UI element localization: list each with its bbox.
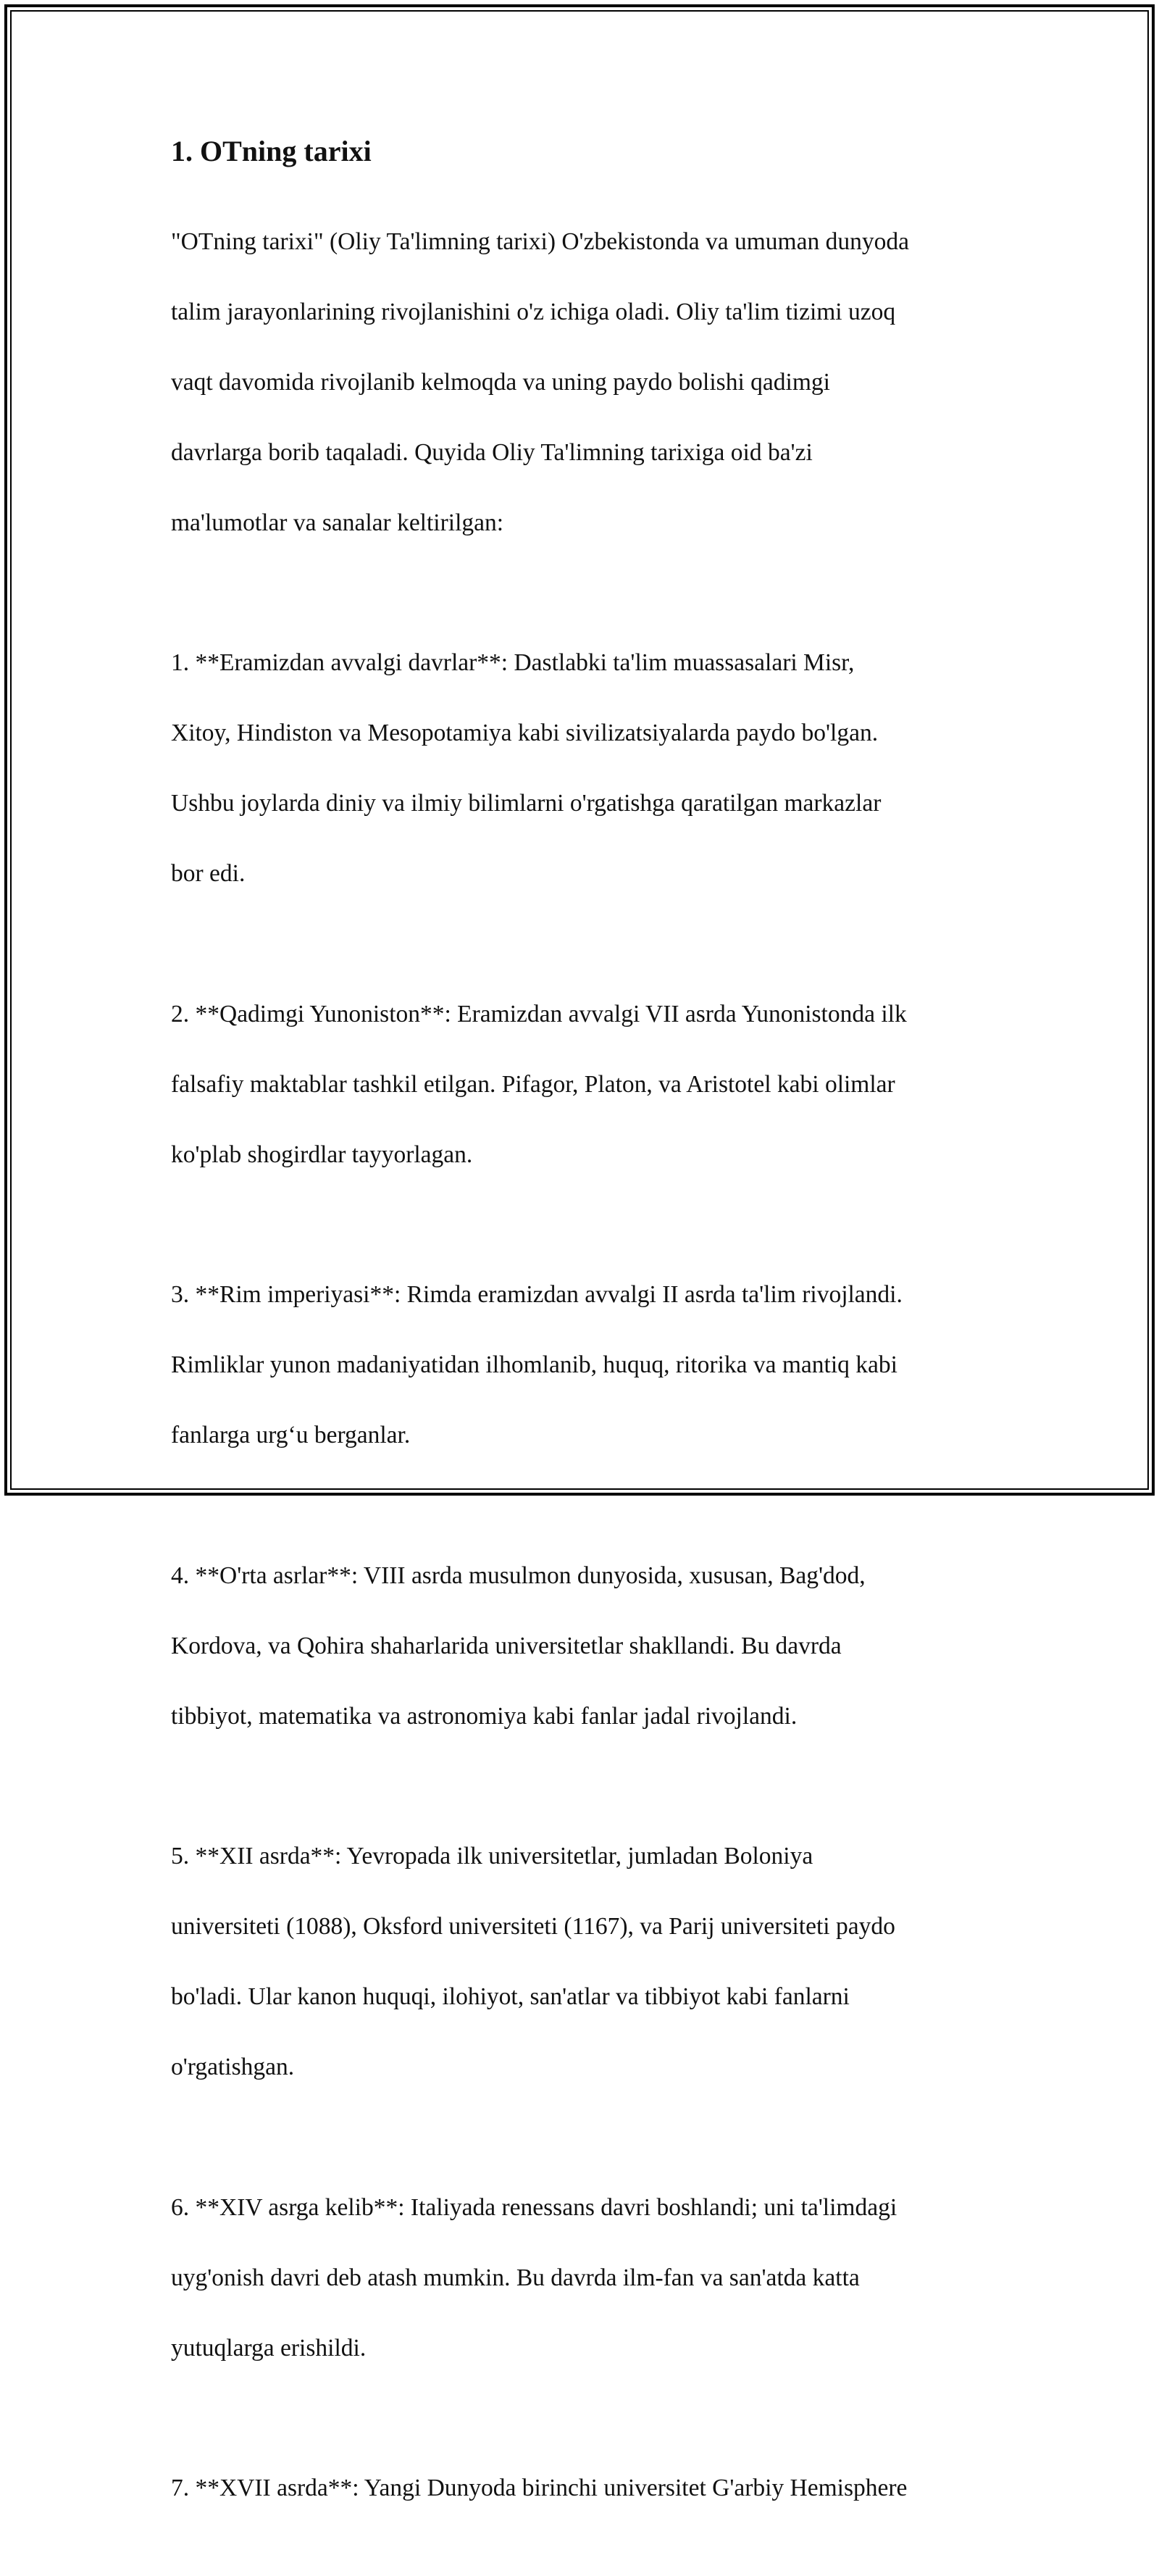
list-item-line: uyg'onish davri deb atash mumkin. Bu davrda ilm-fan va san'atda katta [171,2264,860,2291]
document-body [171,134,997,2576]
intro-paragraph [171,189,997,576]
list-item [171,2436,997,2542]
list-item [171,1523,997,1770]
intro-line: "OTning tarixi" (Oliy Ta'limning tarixi) O'zbekistonda va umuman dunyoda [171,228,909,255]
list-item-line: bo'ladi. Ular kanon huquqi, ilohiyot, san'atlar va tibbiyot kabi fanlarni [171,1983,850,2010]
list-item-line: tibbiyot, matematika va astronomiya kabi fanlar jadal rivojlandi. [171,1702,798,1730]
list-item-line: Rimliklar yunon madaniyatidan ilhomlanib, huquq, ritorika va mantiq kabi [171,1351,898,1378]
list-item [171,1804,997,2121]
list-item-line: o'rgatishgan. [171,2054,295,2080]
list-item-line: 7. **XVII asrda**: Yangi Dunyoda birinchi universitet G'arbiy Hemisphere [171,2475,908,2501]
document-title: 1. OTning tarixi [171,135,372,167]
list-item-line: 5. **XII asrda**: Yevropada ilk universitetlar, jumladan Boloniya [171,1843,813,1870]
intro-line: ma'lumotlar va sanalar keltirilgan: [171,509,504,536]
list-item-line: 3. **Rim imperiyasi**: Rimda eramizdan avvalgi II asrda ta'lim rivojlandi. [171,1281,903,1308]
intro-line: davrlarga borib taqaladi. Quyida Oliy Ta'limning tarixiga oid ba'zi [171,438,813,466]
list-item [171,611,997,928]
list-item-line: fanlarga urg‘u berganlar. [171,1422,411,1449]
list-item-line: Xitoy, Hindiston va Mesopotamiya kabi sivilizatsiyalarda paydo bo'lgan. [171,720,879,746]
list-item-line: 2. **Qadimgi Yunoniston**: Eramizdan avvalgi VII asrda Yunonistonda ilk [171,1000,907,1028]
intro-line: vaqt davomida rivojlanib kelmoqda va uning paydo bolishi qadimgi [171,368,830,396]
list-item [171,1243,997,1489]
list-item-line: ko'plab shogirdlar tayyorlagan. [171,1141,473,1168]
list-item-line: universiteti (1088), Oksford universiteti (1167), va Parij universiteti paydo [171,1913,895,1940]
list-item-line: 1. **Eramizdan avvalgi davrlar**: Dastlabki ta'lim muassasalari Misr, [171,649,855,676]
list-item-line: falsafiy maktablar tashkil etilgan. Pifagor, Platon, va Aristotel kabi olimlar [171,1070,895,1098]
list-item [171,962,997,1208]
intro-line: talim jarayonlarining rivojlanishini o'z ichiga oladi. Oliy ta'lim tizimi uzoq [171,298,896,325]
list-item-line: bor edi. [171,860,246,887]
list-item-line: 4. **O'rta asrlar**: VIII asrda musulmon dunyosida, xususan, Bag'dod, [171,1562,866,1589]
list-item-line: 6. **XIV asrga kelib**: Italiyada renessans davri boshlandi; uni ta'limdagi [171,2193,898,2221]
list-item-line: Ushbu joylarda diniy va ilmiy bilimlarni o'rgatishga qaratilgan markazlar [171,790,882,817]
list-item [171,2155,997,2401]
list-item-line: yutuqlarga erishildi. [171,2334,367,2362]
list-item-line: Kordova, va Qohira shaharlarida universitetlar shakllandi. Bu davrda [171,1632,842,1659]
